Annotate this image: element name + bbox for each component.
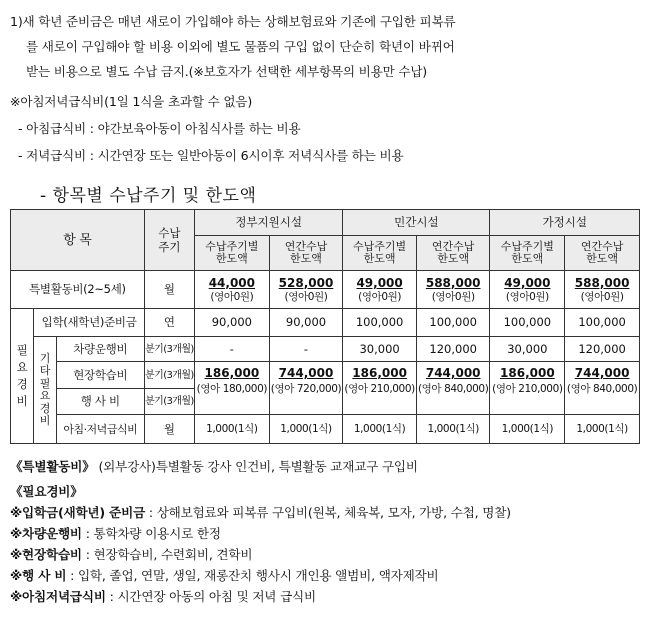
special-activity-cell: 588,000 (영아0원) [416,271,490,309]
note-meal-title: ※아침저녁급식비 [10,589,106,604]
intro-line-5: - 아침급식비 : 야간보육아동이 아침식사를 하는 비용 [18,121,301,136]
note-required-title: 《필요경비》 [10,484,83,499]
required-expense-group-label: 필 요 경 비 [11,309,34,444]
entrance-fund-cell: 90,000 [194,309,269,337]
field-trip-fee-cycle: 분기(3개월) [144,362,194,389]
special-activity-label: 특별활동비(2~5세) [11,271,145,309]
subheader-cycle-limit: 수납주기별 한도액 [194,236,269,271]
note-meal [10,586,316,605]
table-row [11,271,640,309]
note-special-activity [10,456,418,475]
intro-line-1: 1)새 학년 준비금은 매년 새로이 가입해야 하는 상해보험료와 기존에 구입한 피복류 [10,14,456,29]
table-header-row [11,210,640,236]
event-fee-cycle: 분기(3개월) [144,389,194,415]
note-event-title: ※행 사 비 [10,568,67,583]
note-vehicle [10,523,221,542]
facility-header-home: 가정시설 [490,210,640,236]
intro-line-6: - 저녁급식비 : 시간연장 또는 일반아동이 6시이후 저녁식사를 하는 비용 [18,148,404,163]
entrance-fund-cell: 100,000 [343,309,417,337]
special-activity-cell: 528,000 (영아0원) [269,271,343,309]
vehicle-fee-cell: 30,000 [490,337,565,362]
meal-fee-cell: 1,000(1식) [343,415,417,444]
entrance-fund-cycle: 연 [144,309,194,337]
vehicle-fee-cell: - [194,337,269,362]
entrance-fund-cell: 90,000 [269,309,343,337]
meal-fee-cell: 1,000(1식) [194,415,269,444]
intro-line-2: 를 새로이 구입해야 할 비용 이외에 별도 물품의 구입 없이 단순히 학년이 바뀌어 [26,39,455,54]
vehicle-fee-cell: - [269,337,343,362]
meal-fee-cycle: 월 [144,415,194,444]
vehicle-fee-cell: 120,000 [416,337,490,362]
table-row [11,415,640,444]
note-vehicle-title: ※차량운행비 [10,526,82,541]
facility-header-private: 민간시설 [343,210,490,236]
field-event-cell: 744,000 (영아 840,000) [565,362,640,415]
subheader-annual-limit: 연간수납 한도액 [269,236,343,271]
meal-fee-cell: 1,000(1식) [416,415,490,444]
cycle-header [144,210,194,271]
subheader-annual-limit: 연간수납 한도액 [565,236,640,271]
vehicle-fee-cell: 120,000 [565,337,640,362]
special-activity-cell: 49,000 (영아0원) [343,271,417,309]
note-meal-text: : 시간연장 아동의 아침 및 저녁 급식비 [109,589,316,604]
entrance-fund-label: 입학(새학년)준비금 [34,309,144,337]
field-trip-fee-label: 현장학습비 [56,362,144,389]
cycle-header-line-1: 수납 [158,226,181,240]
field-event-cell: 744,000 (영아 720,000) [269,362,343,415]
note-event-text: : 입학, 졸업, 연말, 생일, 재롱잔치 행사시 개인용 앨범비, 액자제작비 [70,568,439,583]
facility-header-government: 정부지원시설 [194,210,342,236]
meal-fee-cell: 1,000(1식) [490,415,565,444]
note-field-title: ※현장학습비 [10,547,82,562]
field-event-cell: 186,000 (영아 210,000) [490,362,565,415]
fee-limit-table [10,209,640,444]
field-event-cell: 186,000 (영아 210,000) [343,362,417,415]
vehicle-fee-cell: 30,000 [343,337,417,362]
note-entrance [10,502,511,521]
note-entrance-text: : 상해보험료와 피복류 구입비(원복, 체육복, 모자, 가방, 수첩, 명찰) [148,505,511,520]
entrance-fund-cell: 100,000 [416,309,490,337]
note-event [10,565,439,584]
note-special-text: (외부강사)특별활동 강사 인건비, 특별활동 교재교구 구입비 [98,459,418,474]
entrance-fund-cell: 100,000 [490,309,565,337]
meal-fee-cell: 1,000(1식) [565,415,640,444]
field-event-cell: 744,000 (영아 840,000) [416,362,490,415]
cycle-header-line-2: 주기 [158,240,181,254]
other-expense-group-label: 기 타 필 요 경 비 [34,337,56,444]
entrance-fund-cell: 100,000 [565,309,640,337]
subheader-cycle-limit: 수납주기별 한도액 [490,236,565,271]
table-row [11,309,640,337]
subheader-cycle-limit: 수납주기별 한도액 [343,236,417,271]
table-row [11,337,640,362]
special-activity-cell: 588,000 (영아0원) [565,271,640,309]
event-fee-label: 행 사 비 [56,389,144,415]
intro-line-3: 받는 비용으로 별도 수납 금지.(※보호자가 선택한 세부항목의 비용만 수납) [26,64,428,79]
note-entrance-title: ※입학금(새학년) 준비금 [10,505,146,520]
vehicle-fee-label: 차량운행비 [56,337,144,362]
special-activity-cell: 49,000 (영아0원) [490,271,565,309]
section-heading: - 항목별 수납주기 및 한도액 [40,186,257,206]
special-activity-cell: 44,000 (영아0원) [194,271,269,309]
item-header: 항 목 [11,210,145,271]
meal-fee-label: 아침·저녁급식비 [56,415,144,444]
special-activity-cycle: 월 [144,271,194,309]
subheader-annual-limit: 연간수납 한도액 [416,236,490,271]
intro-line-4: ※아침저녁급식비(1일 1식을 초과할 수 없음) [10,94,253,109]
field-event-cell: 186,000 (영아 180,000) [194,362,269,415]
vehicle-fee-cycle: 분기(3개월) [144,337,194,362]
note-field-trip [10,544,252,563]
note-special-title: 《특별활동비》 [10,459,95,474]
note-field-text: : 현장학습비, 수련회비, 견학비 [85,547,253,562]
note-vehicle-text: : 통학차량 이용시로 한정 [85,526,221,541]
meal-fee-cell: 1,000(1식) [269,415,343,444]
table-row [11,362,640,389]
